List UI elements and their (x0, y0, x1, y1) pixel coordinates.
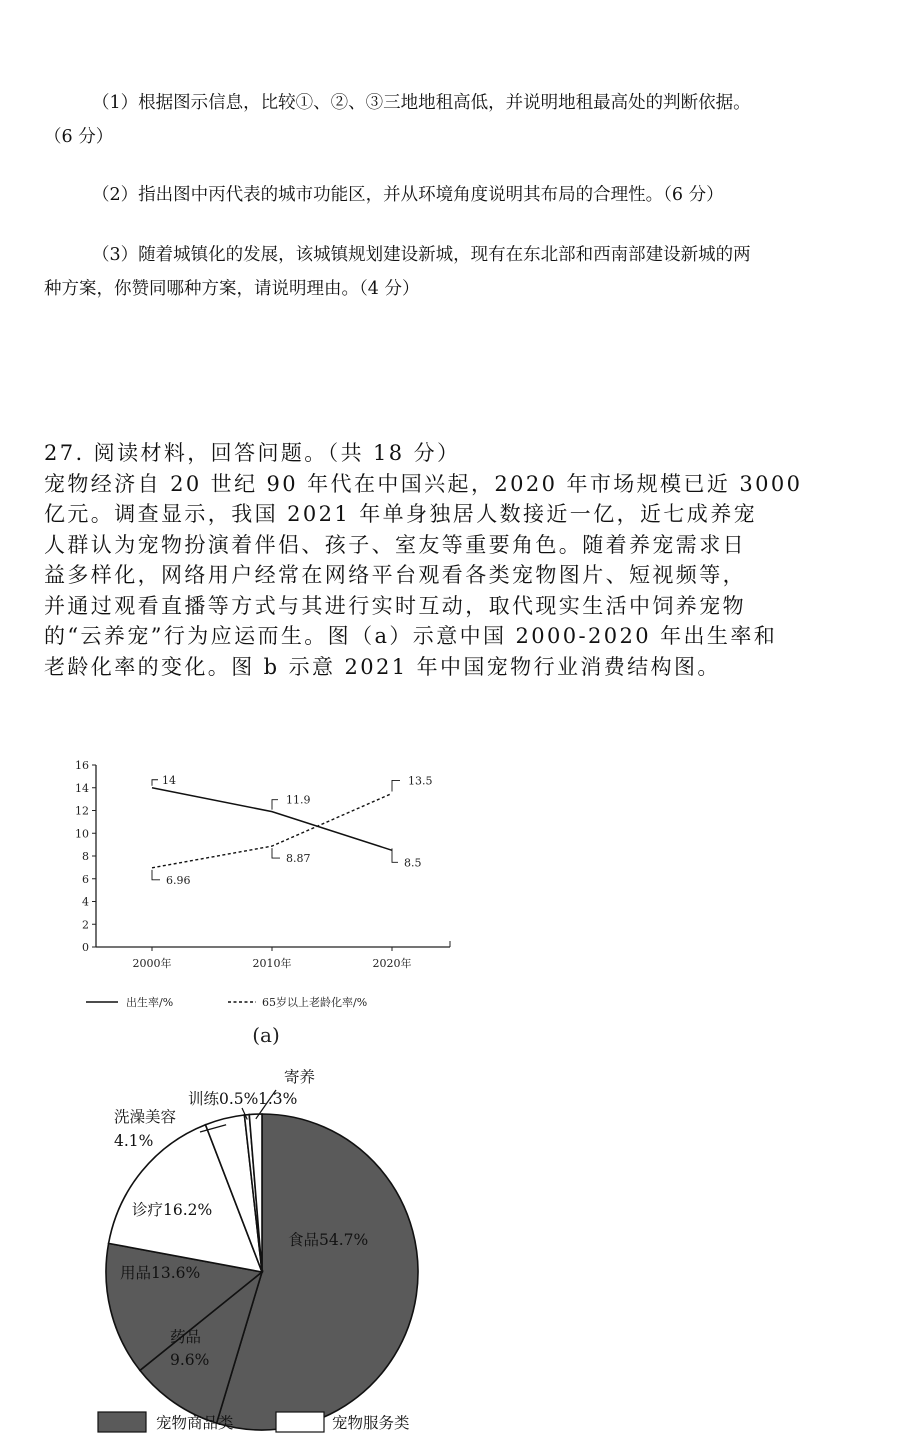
legend-services-label: 宠物服务类 (332, 1414, 410, 1432)
aging-data-label: 6.96 (166, 873, 191, 887)
aging-data-label: 8.87 (286, 852, 311, 866)
legend-services-swatch (276, 1412, 324, 1432)
y-tick-label: 10 (75, 827, 89, 841)
legend-birth-label: 出生率/% (126, 996, 174, 1009)
slice-label-food: 食品54.7% (288, 1231, 369, 1249)
slice-label-medicine-value: 9.6% (170, 1351, 210, 1369)
material-line: 亿元。调查显示，我国 2021 年单身独居人数接近一亿，近七成养宠 (44, 502, 757, 526)
slice-label-medicine-name: 药品 (170, 1328, 202, 1346)
question-2-line-1: （2）指出图中丙代表的城市功能区，并从环境角度说明其布局的合理性。（6 分） (92, 185, 724, 205)
slice-label-grooming-value: 4.1% (114, 1132, 154, 1150)
birth-rate-line (152, 788, 392, 851)
pie-chart-b (80, 1060, 520, 1444)
aging-data-label: 13.5 (408, 774, 433, 788)
x-tick-label: 2020年 (372, 957, 412, 970)
birth-data-label: 14 (162, 773, 176, 787)
x-tick-label: 2010年 (252, 957, 292, 970)
birth-label-leader (392, 848, 398, 862)
slice-label-boarding-name: 寄养 (284, 1068, 316, 1086)
question-1-line-2: （6 分） (44, 127, 114, 147)
material-line: 人群认为宠物扮演着伴侣、孩子、室友等重要角色。随着养宠需求日 (44, 532, 746, 557)
slice-label-clinic: 诊疗16.2% (132, 1201, 213, 1219)
material-heading: 27. 阅读材料，回答问题。（共 18 分） (44, 441, 461, 465)
slice-label-supplies: 用品13.6% (120, 1264, 201, 1282)
chart-caption: (a) (252, 1023, 280, 1047)
slice-label-grooming-name: 洗澡美容 (114, 1108, 177, 1126)
birth-data-label: 11.9 (286, 793, 311, 807)
legend-goods-label: 宠物商品类 (156, 1414, 234, 1432)
x-tick-label: 2000年 (132, 957, 172, 970)
material-line: 宠物经济自 20 世纪 90 年代在中国兴起，2020 年市场规模已近 3000 (44, 471, 803, 496)
slice-label-training: 训练0.5% (188, 1090, 259, 1108)
aging-label-leader (152, 870, 160, 880)
birth-label-leader (152, 780, 158, 786)
material-section (44, 438, 864, 682)
material-line: 老龄化率的变化。图 b 示意 2021 年中国宠物行业消费结构图。 (44, 654, 721, 679)
question-3-line-2: 种方案，你赞同哪种方案，请说明理由。（4 分） (44, 279, 420, 299)
y-tick-label: 14 (75, 781, 89, 795)
y-tick-label: 2 (82, 918, 89, 932)
question-3-line-1: （3）随着城镇化的发展，该城镇规划建设新城，现有在东北部和西南部建设新城的两 (92, 245, 751, 265)
line-chart-a (60, 740, 480, 1060)
slice-label-boarding-value: 1.3% (258, 1090, 298, 1108)
question-1-line-1: （1）根据图示信息，比较①、②、③三地地租高低，并说明地租最高处的判断依据。 (92, 93, 751, 113)
y-tick-label: 0 (82, 941, 89, 954)
material-line: 并通过观看直播等方式与其进行实时互动，取代现实生活中饲养宠物 (44, 593, 746, 618)
aging-label-leader (392, 780, 400, 791)
y-tick-label: 6 (82, 872, 89, 886)
birth-label-leader (272, 800, 278, 810)
legend-aging-label: 65岁以上老龄化率/% (262, 996, 368, 1009)
question-2 (44, 178, 864, 212)
material-line: 的“云养宠”行为应运而生。图（a）示意中国 2000-2020 年出生率和 (44, 624, 778, 648)
y-tick-label: 8 (82, 850, 89, 863)
y-tick-label: 4 (82, 895, 89, 909)
material-line: 益多样化，网络用户经常在网络平台观看各类宠物图片、短视频等， (44, 563, 746, 587)
birth-data-label: 8.5 (404, 856, 422, 870)
question-1 (44, 86, 864, 154)
question-3 (44, 238, 864, 306)
legend-goods-swatch (98, 1412, 146, 1432)
y-tick-label: 12 (75, 804, 89, 818)
aging-label-leader (272, 848, 280, 858)
y-tick-label: 16 (75, 759, 89, 772)
